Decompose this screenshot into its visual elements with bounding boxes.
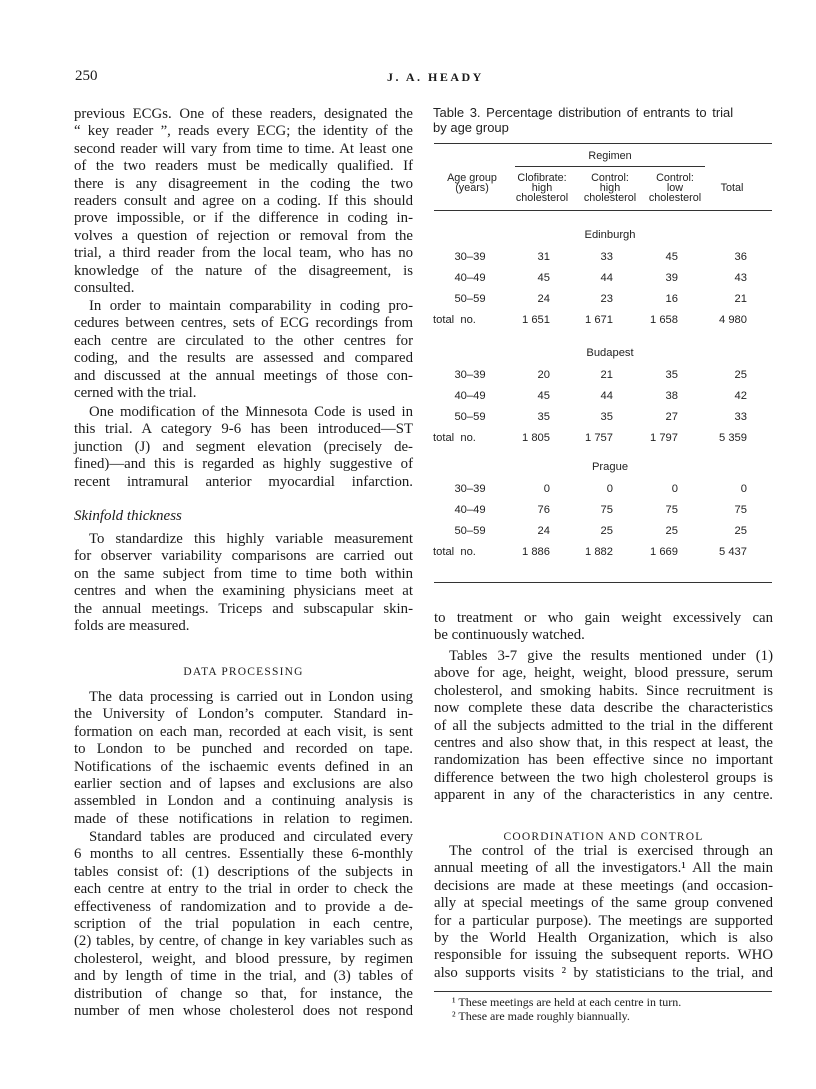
value-cell: 0 — [671, 483, 678, 495]
centre-heading: Edinburgh — [584, 229, 636, 241]
value-cell: 75 — [665, 504, 678, 516]
text-line: 6 months to all centres. Essentially these 6-monthly — [74, 846, 413, 863]
text-line: Standard tables are produced and circulated every — [89, 829, 413, 845]
header-line: cholesterol — [583, 192, 637, 204]
text-line: One modification of the Minnesota Code is used in — [89, 404, 413, 420]
text-line: cedures between centres, sets of ECG recordings from — [74, 315, 413, 332]
page-number: 250 — [75, 68, 98, 84]
age-group-label: 40–49 — [454, 390, 486, 402]
total-cell: 25 — [734, 369, 747, 381]
paragraph — [74, 106, 413, 297]
value-cell: 25 — [600, 525, 613, 537]
column-header-total: Total — [720, 182, 744, 194]
column-header-control-low — [649, 173, 701, 203]
centre-heading: Budapest — [586, 347, 634, 359]
value-cell: 45 — [537, 390, 550, 402]
text-line: junction (J) and segment elevation (precisely de- — [74, 438, 413, 455]
text-line: folds are measured. — [74, 617, 190, 634]
value-cell: 45 — [537, 272, 550, 284]
table-title-cont: by age group — [433, 120, 509, 135]
value-cell: 76 — [537, 504, 550, 516]
value-cell: 0 — [606, 483, 613, 495]
text-line: to treatment or who gain weight excessively can — [434, 610, 773, 626]
text-line: consulted. — [74, 279, 135, 296]
value-cell: 1 882 — [585, 546, 613, 558]
paragraph — [74, 298, 413, 402]
total-cell: 5 437 — [719, 546, 747, 558]
paragraph — [434, 610, 773, 645]
text-line: centres and when the examining physicians meet at — [74, 583, 413, 600]
text-line: prove impossible, or if the difference in coding in- — [74, 210, 413, 227]
text-line: In order to maintain comparability in coding pro- — [89, 298, 413, 314]
age-header-line: Age group — [447, 172, 497, 184]
total-cell: 43 — [734, 272, 747, 284]
text-line: formation on each man, recorded at each visit, is sent — [74, 723, 413, 740]
age-group-label: 40–49 — [454, 272, 486, 284]
header-line: low — [666, 182, 684, 194]
text-line: knowledge of the nature of the disagreement, is — [74, 262, 413, 279]
value-cell: 33 — [600, 251, 613, 263]
total-label: total no. — [433, 432, 476, 444]
text-line: of the two readers must be medically qualified. If — [74, 158, 413, 175]
total-cell: 75 — [734, 504, 747, 516]
text-line: for observer variability comparisons are carried out — [74, 548, 413, 565]
value-cell: 1 797 — [650, 432, 678, 444]
text-line: To standardize this highly variable measurement — [89, 531, 413, 547]
text-line: cholesterol, weight, and blood pressure, by regimen — [74, 950, 413, 967]
text-line: fined)—and this is regarded as highly suggestive of — [74, 456, 413, 473]
footnote-rule — [434, 991, 772, 992]
age-group-label: 40–49 — [454, 504, 486, 516]
value-cell: 31 — [537, 251, 550, 263]
text-line: volves a question of rejection or removal from the — [74, 227, 413, 244]
text-line: tables consist of: (1) descriptions of the subjects in — [74, 863, 413, 880]
paragraph — [74, 531, 413, 635]
text-line: above for age, height, weight, blood pressure, serum — [434, 665, 773, 682]
text-line: The control of the trial is exercised through an — [449, 843, 773, 859]
value-cell: 1 669 — [650, 546, 678, 558]
header-line: cholesterol — [515, 192, 569, 204]
value-cell: 75 — [600, 504, 613, 516]
text-line: ally at special meetings of the same group convened — [434, 895, 773, 912]
text-line: and discussed at the annual meetings of those con- — [74, 367, 413, 384]
text-line: (2) tables, by centre, of change in key variables such as — [74, 933, 413, 950]
table-header-rule — [434, 210, 772, 211]
value-cell: 1 671 — [585, 314, 613, 326]
text-line: randomization has been effective since no important — [434, 752, 773, 769]
value-cell: 1 886 — [522, 546, 550, 558]
text-line: scription of the trial population in each centre, — [74, 915, 413, 932]
column-header-control-high — [584, 173, 636, 203]
total-cell: 4 980 — [719, 314, 747, 326]
text-line: Tables 3-7 give the results mentioned under (1) — [449, 648, 773, 664]
value-cell: 1 651 — [522, 314, 550, 326]
header-line: Control: — [591, 172, 629, 184]
text-line: each centre are circulated to the other centres for — [74, 332, 413, 349]
text-line: assembled in London and a continuing analysis is — [74, 793, 413, 810]
regimen-rule — [515, 166, 705, 167]
header-line: cholesterol — [648, 192, 702, 204]
header-line: Control: — [656, 172, 694, 184]
header-line: Clofibrate: — [517, 172, 567, 184]
value-cell: 1 805 — [522, 432, 550, 444]
value-cell: 35 — [537, 411, 550, 423]
text-line: second reader will vary from time to time. At least one — [74, 140, 413, 157]
text-line: each centre at entry to the trial in order to check the — [74, 881, 413, 898]
value-cell: 24 — [537, 525, 550, 537]
text-line: by the World Health Organization, which is also — [434, 929, 773, 946]
age-header-line: (years) — [455, 182, 489, 194]
value-cell: 38 — [665, 390, 678, 402]
text-line: number of men whose cholesterol does not respond — [74, 1002, 413, 1019]
footnote-2: ² These are made roughly biannually. — [452, 1009, 630, 1023]
total-label: total no. — [433, 546, 476, 558]
text-line: decisions are made at these meetings (and occasion- — [434, 877, 773, 894]
text-line: the University of London’s computer. Standard in- — [74, 706, 413, 723]
paragraph — [74, 404, 413, 491]
paragraph — [74, 829, 413, 1020]
text-line: responsible for issuing the subsequent reports. WHO — [434, 947, 773, 964]
total-cell: 42 — [734, 390, 747, 402]
value-cell: 1 658 — [650, 314, 678, 326]
text-line: Notifications of the ischaemic events defined in an — [74, 758, 413, 775]
paragraph — [74, 689, 413, 828]
text-line: made of these notifications in relation to regimen. — [74, 810, 413, 827]
text-line: apparent in any of the characteristics in any centre. — [434, 787, 773, 804]
age-group-label: 50–59 — [454, 525, 486, 537]
total-cell: 5 359 — [719, 432, 747, 444]
column-header-clofibrate-high — [516, 173, 568, 203]
text-line: there is any disagreement in the coding the two — [74, 175, 413, 192]
value-cell: 27 — [665, 411, 678, 423]
text-line: cholesterol, and smoking habits. Since recruitment is — [434, 682, 773, 699]
section-heading-data-processing: DATA PROCESSING — [183, 666, 304, 678]
text-line: previous ECGs. One of these readers, designated the — [74, 106, 413, 122]
text-line: and by length of time in the trial, and (3) tables of — [74, 968, 413, 985]
value-cell: 0 — [543, 483, 550, 495]
text-line: “ key reader ”, reads every ECG; the identity of the — [74, 123, 413, 140]
text-line: to London to be punched and recorded on tape. — [74, 741, 413, 758]
section-heading-skinfold: Skinfold thickness — [74, 508, 182, 524]
paragraph — [434, 843, 773, 982]
age-group-header — [447, 173, 497, 193]
text-line: earlier section and of lapses and exclusions are also — [74, 775, 413, 792]
value-cell: 35 — [665, 369, 678, 381]
table-title: Table 3. Percentage distribution of entrants to trial — [433, 105, 734, 120]
text-line: of all the subjects admitted to the trial in the different — [434, 717, 773, 734]
running-head: J. A. HEADY — [387, 70, 484, 84]
text-line: annual meeting of all the investigators.¹ All the main — [434, 860, 773, 877]
age-group-label: 30–39 — [454, 251, 486, 263]
text-line: the annual meetings. Triceps and subscapular skin- — [74, 600, 413, 617]
text-line: also supports visits ² by statisticians to the trial, and — [434, 964, 773, 981]
text-line: trial, a third reader from the local team, who has no — [74, 245, 413, 262]
age-group-label: 50–59 — [454, 293, 486, 305]
paragraph — [434, 648, 773, 805]
total-label: total no. — [433, 314, 476, 326]
total-cell: 36 — [734, 251, 747, 263]
value-cell: 23 — [600, 293, 613, 305]
value-cell: 35 — [600, 411, 613, 423]
text-line: coding, and the results are assessed and compared — [74, 350, 413, 367]
text-line: for a particular purpose). The meetings are supported — [434, 912, 773, 929]
table-top-rule — [434, 143, 772, 144]
value-cell: 39 — [665, 272, 678, 284]
value-cell: 24 — [537, 293, 550, 305]
value-cell: 44 — [600, 390, 613, 402]
text-line: now complete these data describe the characteristics — [434, 700, 773, 717]
total-cell: 21 — [734, 293, 747, 305]
text-line: centres and also show that, in this respect at least, the — [434, 734, 773, 751]
table-bottom-rule — [434, 582, 772, 583]
value-cell: 21 — [600, 369, 613, 381]
age-group-label: 30–39 — [454, 369, 486, 381]
text-line: readers consult and agree on a coding. If this should — [74, 192, 413, 209]
total-cell: 33 — [734, 411, 747, 423]
text-line: recent intramural anterior myocardial infarction. — [74, 473, 413, 490]
value-cell: 44 — [600, 272, 613, 284]
value-cell: 20 — [537, 369, 550, 381]
age-group-label: 50–59 — [454, 411, 486, 423]
age-group-label: 30–39 — [454, 483, 486, 495]
value-cell: 25 — [665, 525, 678, 537]
text-line: this trial. A category 9-6 has been introduced—ST — [74, 421, 413, 438]
text-line: cerned with the trial. — [74, 384, 197, 401]
text-line: difference between the two high cholesterol groups is — [434, 769, 773, 786]
total-cell: 25 — [734, 525, 747, 537]
section-heading-coordination: COORDINATION AND CONTROL — [503, 831, 704, 843]
footnote-1: ¹ These meetings are held at each centre in turn. — [452, 995, 682, 1009]
text-line: on the same subject from time to time both within — [74, 565, 413, 582]
text-line: effectiveness of randomization and to provide a de- — [74, 898, 413, 915]
text-line: The data processing is carried out in London using — [89, 689, 413, 705]
regimen-header: Regimen — [588, 150, 632, 162]
text-line: distribution of change so that, for instance, the — [74, 985, 413, 1002]
value-cell: 1 757 — [585, 432, 613, 444]
header-line: high — [599, 182, 621, 194]
value-cell: 45 — [665, 251, 678, 263]
total-cell: 0 — [740, 483, 747, 495]
centre-heading: Prague — [591, 461, 629, 473]
text-line: be continuously watched. — [434, 627, 585, 644]
header-line: high — [531, 182, 553, 194]
value-cell: 16 — [665, 293, 678, 305]
